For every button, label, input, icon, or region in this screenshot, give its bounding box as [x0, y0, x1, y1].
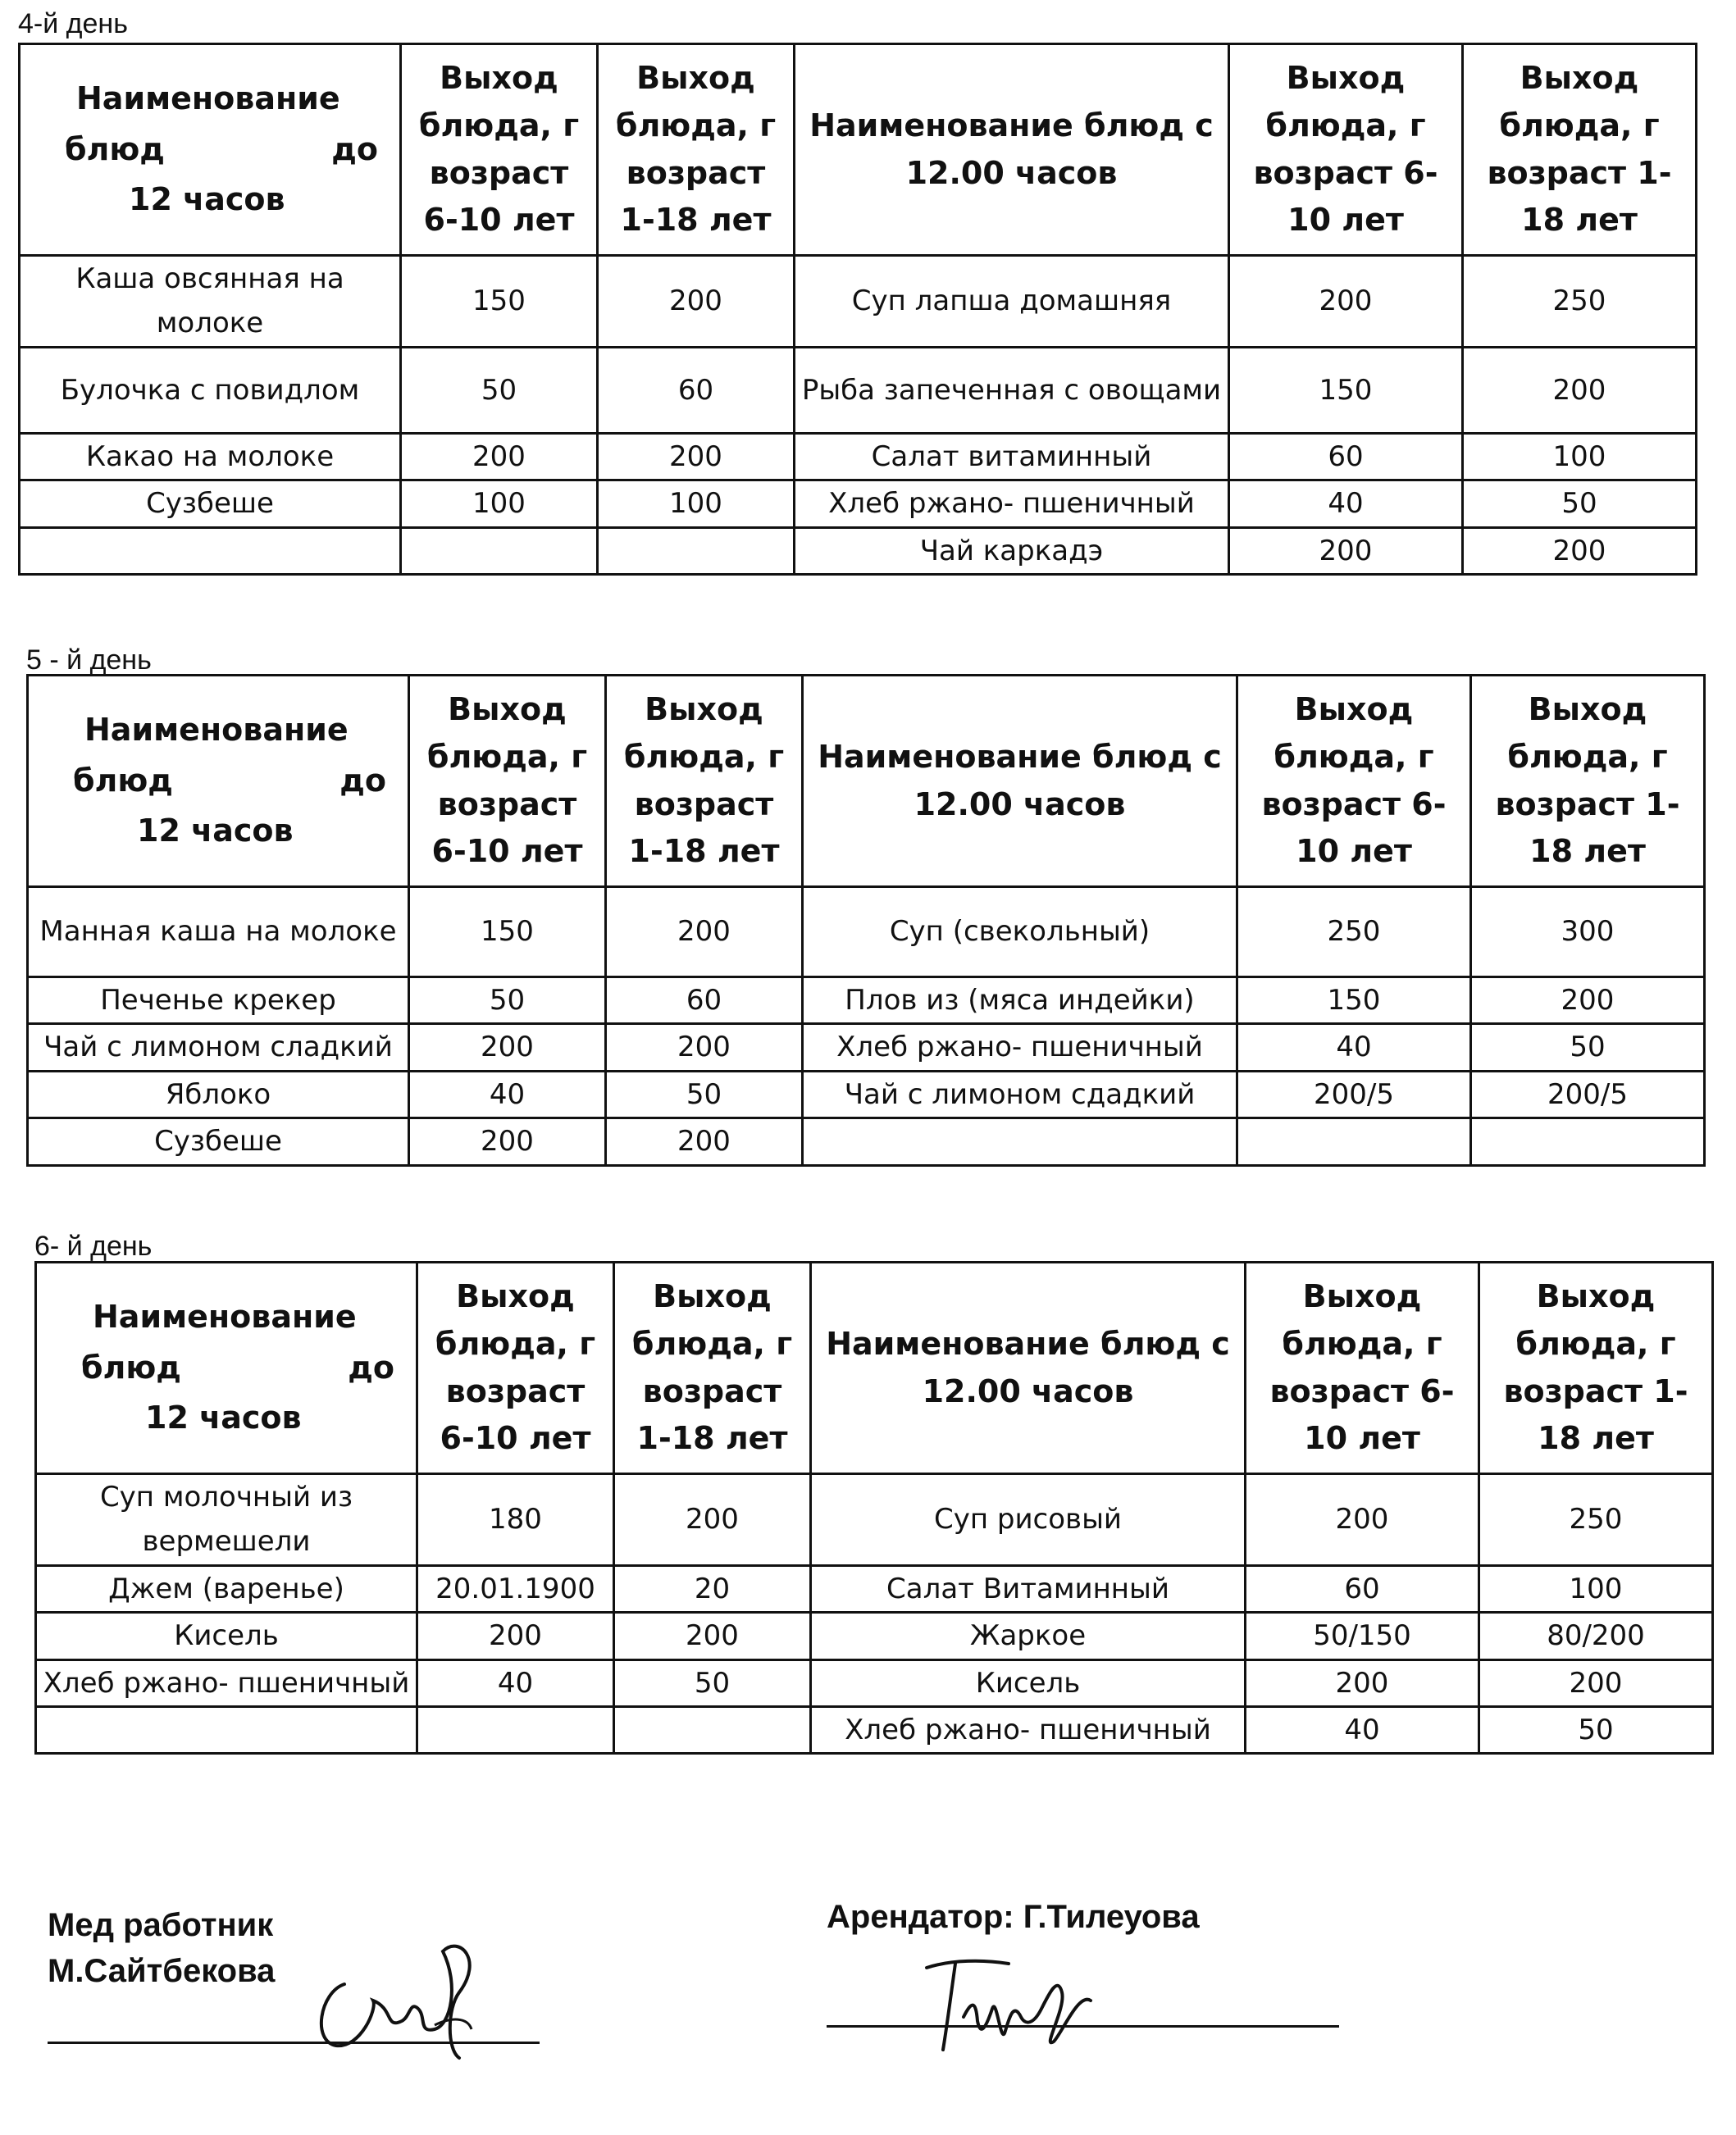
header-yield-after-1-18: Выход блюда, г возраст 1-18 лет: [1463, 44, 1697, 256]
yield-value: 200: [1246, 1659, 1479, 1706]
dish-name: Плов из (мяса индейки): [803, 977, 1237, 1024]
menu-table-day-5: [26, 674, 1706, 1167]
dish-name: Яблоко: [28, 1071, 409, 1118]
dish-name: Жаркое: [811, 1613, 1246, 1659]
menu-table-day-4: [18, 43, 1697, 576]
yield-value: [614, 1706, 811, 1753]
dish-name: Суп лапша домашняя: [795, 256, 1229, 348]
yield-value: 300: [1471, 887, 1705, 977]
menu-table-day-6: [34, 1261, 1714, 1755]
header-dish-before-noon: Наименование блюд до 12 часов: [28, 676, 409, 887]
yield-value: 60: [1246, 1565, 1479, 1612]
dish-name: Кисель: [36, 1613, 417, 1659]
table-header-row: [36, 1263, 1713, 1474]
dish-name: Суп (свекольный): [803, 887, 1237, 977]
tenant-label: Арендатор: Г.Тилеуова: [827, 1899, 1200, 1935]
yield-value: 50: [409, 977, 606, 1024]
yield-value: [401, 527, 598, 574]
table-row: [36, 1565, 1713, 1612]
yield-value: 80/200: [1479, 1613, 1713, 1659]
yield-value: 150: [1237, 977, 1471, 1024]
yield-value: 50: [1463, 480, 1697, 527]
table-row: [28, 977, 1705, 1024]
yield-value: 200: [598, 433, 795, 480]
table-header-row: [28, 676, 1705, 887]
dish-name: Чай с лимоном сдадкий: [803, 1071, 1237, 1118]
table-row: [28, 887, 1705, 977]
dish-name: Хлеб ржано- пшеничный: [795, 480, 1229, 527]
yield-value: 50: [401, 347, 598, 433]
dish-name: Кисель: [811, 1659, 1246, 1706]
yield-value: 50: [1479, 1706, 1713, 1753]
yield-value: 100: [401, 480, 598, 527]
yield-value: 50/150: [1246, 1613, 1479, 1659]
table-row: [20, 256, 1697, 348]
yield-value: 200: [1463, 347, 1697, 433]
yield-value: 60: [1229, 433, 1463, 480]
yield-value: 200: [1463, 527, 1697, 574]
yield-value: 200: [606, 1024, 803, 1071]
yield-value: 250: [1463, 256, 1697, 348]
header-dish-after-noon: Наименование блюд с 12.00 часов: [795, 44, 1229, 256]
medical-worker-signature-line: [48, 2042, 540, 2044]
yield-value: 40: [1237, 1024, 1471, 1071]
table-row: [36, 1659, 1713, 1706]
yield-value: 200/5: [1471, 1071, 1705, 1118]
dish-name: Хлеб ржано- пшеничный: [803, 1024, 1237, 1071]
yield-value: 20: [614, 1565, 811, 1612]
yield-value: 100: [1463, 433, 1697, 480]
yield-value: 200: [1479, 1659, 1713, 1706]
yield-value: 150: [401, 256, 598, 348]
dish-name: Печенье крекер: [28, 977, 409, 1024]
header-dish-after-noon: Наименование блюд с 12.00 часов: [811, 1263, 1246, 1474]
dish-name: Каша овсянная на молоке: [20, 256, 401, 348]
table-row: [20, 433, 1697, 480]
yield-value: 200: [606, 887, 803, 977]
yield-value: [598, 527, 795, 574]
header-yield-after-1-18: Выход блюда, г возраст 1-18 лет: [1471, 676, 1705, 887]
table-header-row: [20, 44, 1697, 256]
table-row: [36, 1474, 1713, 1566]
dish-name: [36, 1706, 417, 1753]
dish-name: Хлеб ржано- пшеничный: [811, 1706, 1246, 1753]
dish-name: Сузбеше: [20, 480, 401, 527]
yield-value: 200: [409, 1024, 606, 1071]
header-dish-before-noon: Наименование блюд до 12 часов: [20, 44, 401, 256]
table-row: [28, 1118, 1705, 1165]
yield-value: 40: [409, 1071, 606, 1118]
yield-value: 250: [1237, 887, 1471, 977]
dish-name: Джем (варенье): [36, 1565, 417, 1612]
dish-name: Булочка с повидлом: [20, 347, 401, 433]
yield-value: 200: [1229, 527, 1463, 574]
yield-value: 100: [1479, 1565, 1713, 1612]
header-yield-after-1-18: Выход блюда, г возраст 1-18 лет: [1479, 1263, 1713, 1474]
dish-name: Суп рисовый: [811, 1474, 1246, 1566]
dish-name: Сузбеше: [28, 1118, 409, 1165]
dish-name: Манная каша на молоке: [28, 887, 409, 977]
table-row: [36, 1706, 1713, 1753]
yield-value: 200: [1246, 1474, 1479, 1566]
header-yield-6-10: Выход блюда, г возраст 6-10 лет: [417, 1263, 614, 1474]
header-dish-before-noon: Наименование блюд до 12 часов: [36, 1263, 417, 1474]
dish-name: Чай с лимоном сладкий: [28, 1024, 409, 1071]
medical-worker-name: М.Сайтбекова: [48, 1953, 276, 1989]
header-yield-after-6-10: Выход блюда, г возраст 6-10 лет: [1237, 676, 1471, 887]
header-yield-1-18: Выход блюда, г возраст 1-18 лет: [598, 44, 795, 256]
yield-value: 200: [1471, 977, 1705, 1024]
dish-name: [20, 527, 401, 574]
yield-value: 200: [417, 1613, 614, 1659]
yield-value: [1471, 1118, 1705, 1165]
yield-value: 200: [598, 256, 795, 348]
yield-value: 40: [1229, 480, 1463, 527]
dish-name: Салат витаминный: [795, 433, 1229, 480]
dish-name: [803, 1118, 1237, 1165]
yield-value: 200: [401, 433, 598, 480]
yield-value: 40: [417, 1659, 614, 1706]
dish-name: Чай каркадэ: [795, 527, 1229, 574]
dish-name: Суп молочный из вермешели: [36, 1474, 417, 1566]
dish-name: Рыба запеченная с овощами: [795, 347, 1229, 433]
yield-value: [1237, 1118, 1471, 1165]
header-yield-1-18: Выход блюда, г возраст 1-18 лет: [614, 1263, 811, 1474]
header-yield-after-6-10: Выход блюда, г возраст 6-10 лет: [1246, 1263, 1479, 1474]
day-4-label: 4-й день: [18, 8, 128, 39]
yield-value: 200: [614, 1474, 811, 1566]
day-6-label: 6- й день: [34, 1231, 153, 1262]
medical-worker-title: Мед работник: [48, 1907, 274, 1943]
table-row: [20, 347, 1697, 433]
yield-value: [417, 1706, 614, 1753]
header-yield-after-6-10: Выход блюда, г возраст 6-10 лет: [1229, 44, 1463, 256]
yield-value: 150: [409, 887, 606, 977]
yield-value: 200/5: [1237, 1071, 1471, 1118]
yield-value: 20.01.1900: [417, 1565, 614, 1612]
tenant-signature-line: [827, 2025, 1339, 2028]
yield-value: 50: [1471, 1024, 1705, 1071]
yield-value: 40: [1246, 1706, 1479, 1753]
table-row: [28, 1024, 1705, 1071]
yield-value: 150: [1229, 347, 1463, 433]
yield-value: 60: [598, 347, 795, 433]
yield-value: 50: [606, 1071, 803, 1118]
yield-value: 250: [1479, 1474, 1713, 1566]
table-row: [20, 527, 1697, 574]
yield-value: 200: [614, 1613, 811, 1659]
yield-value: 180: [417, 1474, 614, 1566]
yield-value: 200: [1229, 256, 1463, 348]
yield-value: 200: [606, 1118, 803, 1165]
medical-worker-signature: [295, 1886, 508, 2066]
yield-value: 100: [598, 480, 795, 527]
yield-value: 50: [614, 1659, 811, 1706]
header-dish-after-noon: Наименование блюд с 12.00 часов: [803, 676, 1237, 887]
dish-name: Салат Витаминный: [811, 1565, 1246, 1612]
day-5-label: 5 - й день: [26, 644, 152, 676]
header-yield-6-10: Выход блюда, г возраст 6-10 лет: [409, 676, 606, 887]
table-row: [28, 1071, 1705, 1118]
dish-name: Хлеб ржано- пшеничный: [36, 1659, 417, 1706]
table-row: [20, 480, 1697, 527]
tenant-signature: [918, 1943, 1115, 2066]
header-yield-6-10: Выход блюда, г возраст 6-10 лет: [401, 44, 598, 256]
yield-value: 200: [409, 1118, 606, 1165]
dish-name: Какао на молоке: [20, 433, 401, 480]
header-yield-1-18: Выход блюда, г возраст 1-18 лет: [606, 676, 803, 887]
yield-value: 60: [606, 977, 803, 1024]
table-row: [36, 1613, 1713, 1659]
medical-worker-block: [48, 1902, 275, 1994]
